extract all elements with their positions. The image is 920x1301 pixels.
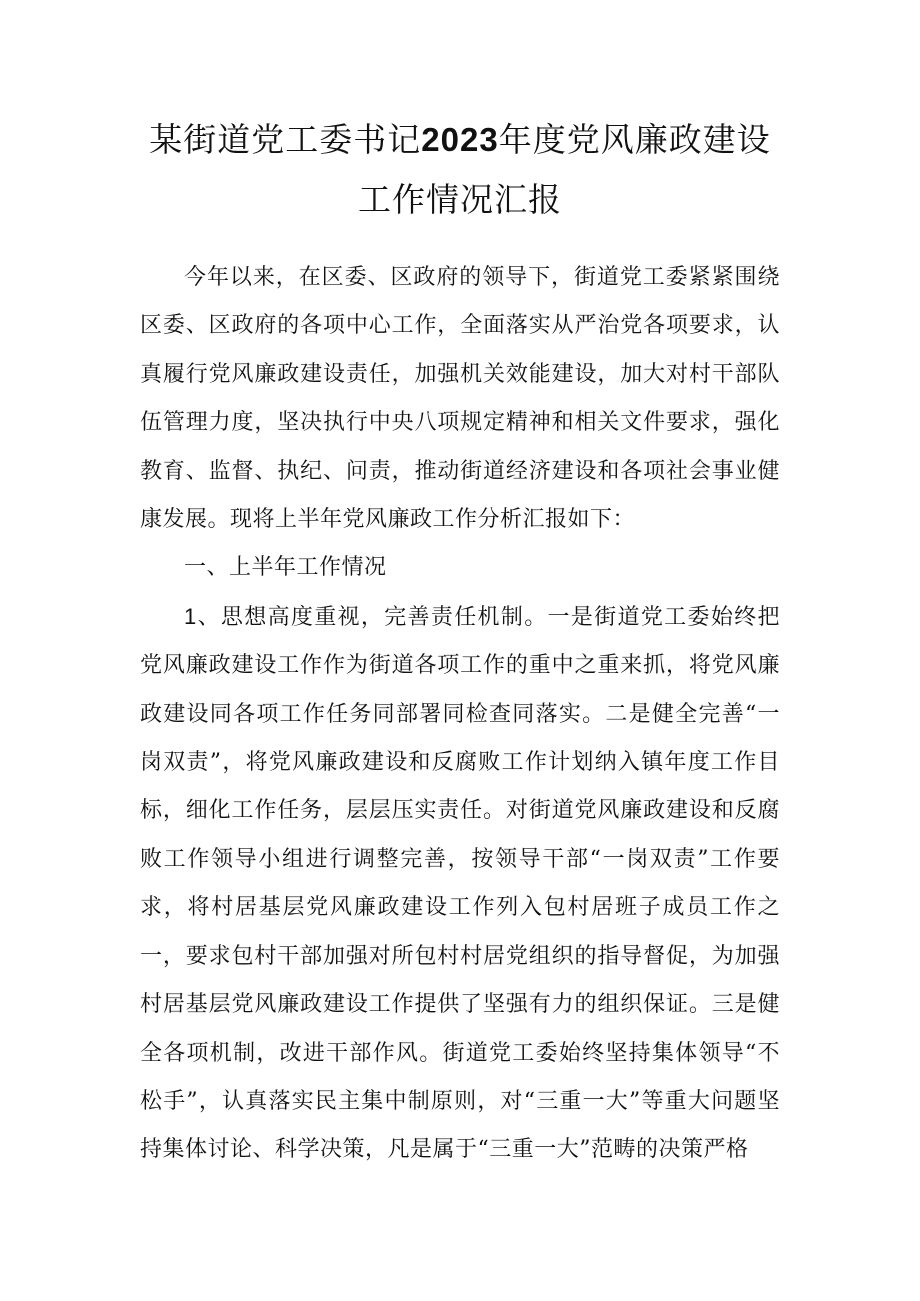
document-title-line-2: 工作情况汇报 — [358, 180, 562, 219]
document-title-line-1 — [80, 118, 840, 162]
document-body — [140, 254, 780, 1175]
intro-paragraph: 今年以来，在区委、区政府的领导下，街道党工委紧紧围绕区委、区政府的各项中心工作，全面落实从严治党各项要求，认真履行党风廉政建设责任，加强机关效能建设，加大对村干部队伍管理力度，坚决执行中央八项规定精神和相关文件要求，强化教育、监督、执纪、问责，推动街道经济建设和各项社会事业健康发展。现将上半年党风廉政工作分析汇报如下： — [140, 265, 780, 533]
title-prefix: 某街道党工委书记 — [149, 120, 422, 159]
section-heading: 一、上半年工作情况 — [184, 555, 387, 581]
section-1-text: 、思想高度重视，完善责任机制。一是街道党工委始终把党风廉政建设工作作为街道各项工作的重中之重来抓，将党风廉政建设同各项工作任务同部署同检查同落实。二是健全完善“一岗双责”，将党风廉政建设和反腐败工作计划纳入镇年度工作目标，细化工作任务，层层压实责任。对街道党风廉政建设和反腐败工作领导小组进行调整完善，按领导干部“一岗双责”工作要求，将村居基层党风廉政建设工作列入包村居班子成员工作之一，要求包村干部加强对所包村村居党组织的指导督促，为加强村居基层党风廉政建设工作提供了坚强有力的组织保证。三是健全各项机制，改进干部作风。街道党工委始终坚持集体领导“不松手”，认真落实民主集中制原则，对“三重一大”等重大问题坚持集体讨论、科学决策，凡是属于“三重一大”范畴的决策严格 — [140, 604, 780, 1163]
title-suffix: 年度党风廉政建设 — [498, 120, 771, 159]
section-1-number: 1 — [184, 603, 197, 629]
title-year: 2023 — [421, 121, 499, 158]
section-1-paragraph — [140, 593, 780, 1175]
